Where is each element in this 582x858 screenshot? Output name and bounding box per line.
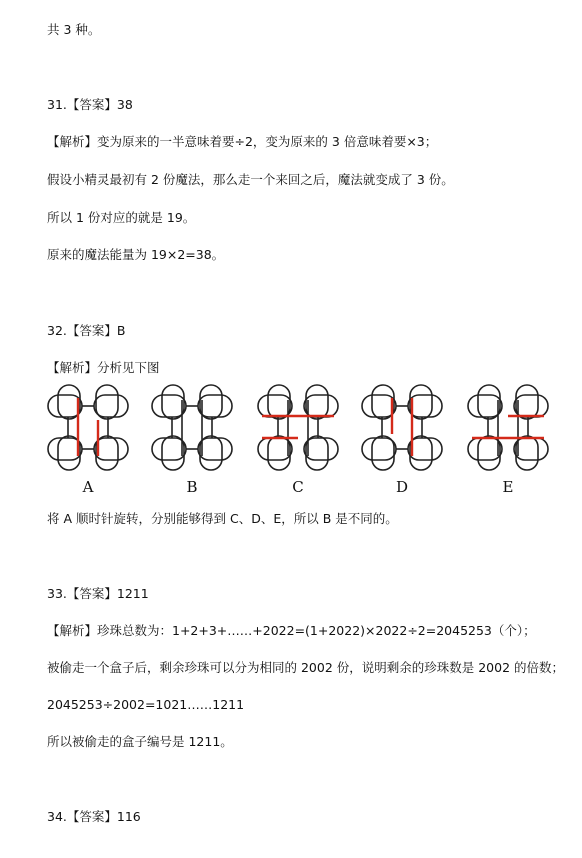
text-line: 2045253÷2002=1021……1211	[47, 697, 245, 712]
answer-33-heading: 33.【答案】1211	[47, 586, 149, 601]
text-line: 所以被偷走的盒子编号是 1211。	[47, 734, 233, 749]
figure-label: C	[292, 478, 304, 496]
text-line: 被偷走一个盒子后，剩余珍珠可以分为相同的 2002 份，说明剩余的珍珠数是 2002 的倍数；	[47, 660, 565, 675]
text-line: 原来的魔法能量为 19×2=38。	[47, 247, 225, 262]
knot-B-svg	[142, 380, 242, 475]
text-line: 将 A 顺时针旋转，分别能够得到 C、D、E，所以 B 是不同的。	[47, 511, 398, 526]
analysis-33: 【解析】珍珠总数为：1+2+3+……+2022=(1+2022)×2022÷2=2045253（个）；	[47, 623, 536, 638]
answer-32-heading: 32.【答案】B	[47, 323, 126, 338]
text-line: 假设小精灵最初有 2 份魔法，那么走一个来回之后，魔法就变成了 3 份。	[47, 172, 454, 187]
figure-label: E	[502, 478, 514, 496]
knot-figure	[38, 380, 558, 498]
analysis-31: 【解析】变为原来的一半意味着要÷2，变为原来的 3 倍意味着要×3；	[47, 134, 438, 149]
figure-B	[142, 380, 242, 498]
figure-label: A	[82, 478, 94, 496]
knot-E-svg	[458, 380, 558, 475]
figure-E	[458, 380, 558, 498]
figure-label: B	[186, 478, 198, 496]
text-line: 共 3 种。	[47, 22, 101, 37]
figure-label: D	[395, 478, 409, 496]
figure-C	[248, 380, 348, 498]
analysis-32: 【解析】分析见下图	[47, 360, 160, 375]
text-line: 所以 1 份对应的就是 19。	[47, 210, 196, 225]
figure-D	[352, 380, 452, 498]
answer-31-heading: 31.【答案】38	[47, 97, 133, 112]
knot-A-svg	[38, 380, 138, 475]
knot-C-svg	[248, 380, 348, 475]
figure-A	[38, 380, 138, 498]
knot-D-svg	[352, 380, 452, 475]
answer-34-heading: 34.【答案】116	[47, 809, 141, 824]
